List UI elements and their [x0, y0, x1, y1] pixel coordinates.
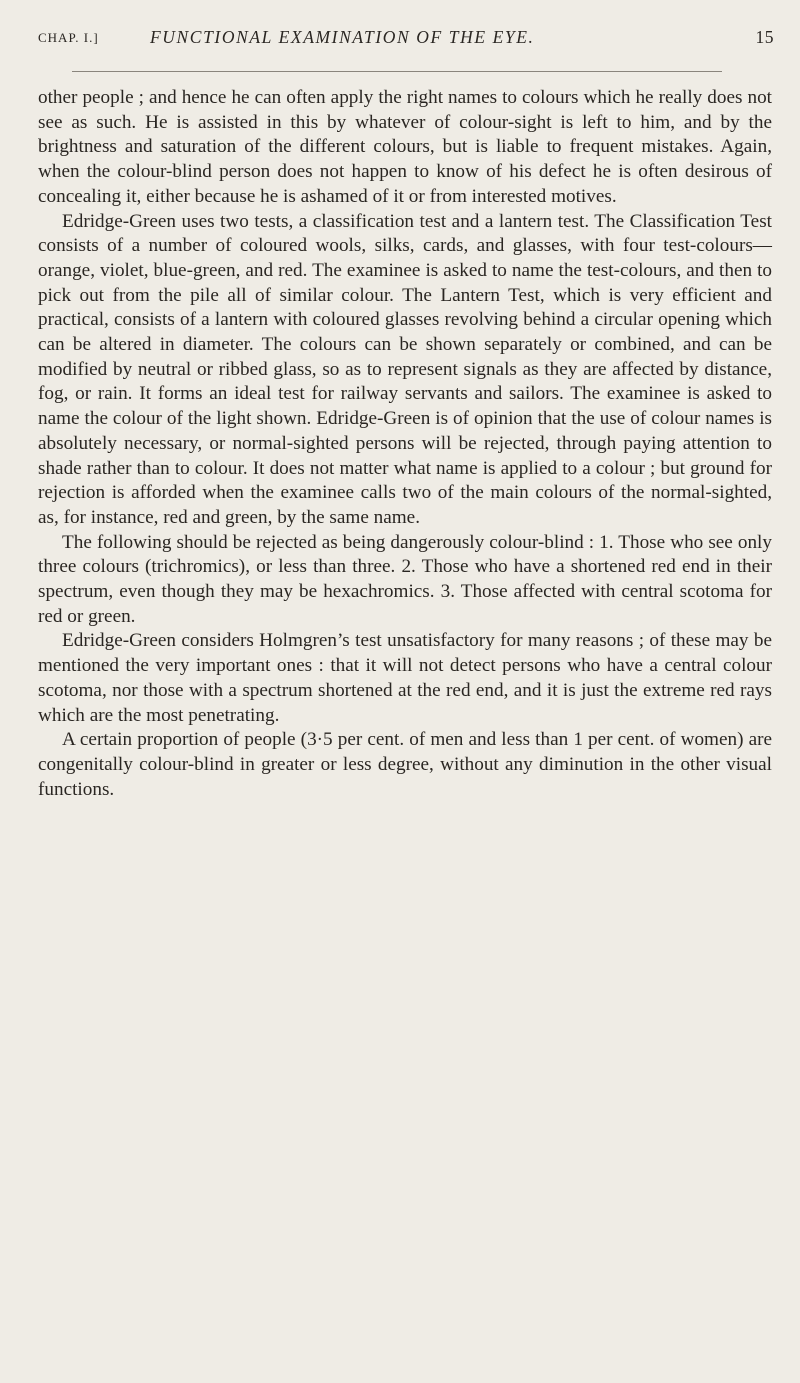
running-head: [38, 27, 774, 53]
paragraph-rejection-criteria: The following should be rejected as being dangerously colour-blind : 1. Those who see only three colours (trichromics), or less than three. 2. Those who have a shortened red end in their spectrum, even though they may be hexachromics. 3. Those affected with central scotoma for red or green.: [38, 531, 772, 627]
chapter-label: CHAP. I.]: [38, 30, 99, 45]
body-text: [38, 86, 772, 802]
paragraph-holmgren-test: Edridge-Green considers Holmgren’s test unsatisfactory for many reasons ; of these may be mentioned the very important ones : that it will not detect persons who have a central colour scotoma, nor those with a spectrum shortened at the red end, and it is just the extreme red rays which are the most penetrating.: [38, 630, 772, 726]
paragraph-prevalence: A certain proportion of people (3·5 per cent. of men and less than 1 per cent. of women) are congenitally colour-blind in greater or less degree, without any diminution in the other visual functions.: [38, 729, 772, 800]
paragraph-continued: other people ; and hence he can often apply the right names to colours which he really does not see as such. He is assisted in this by whatever of colour-sight is left to him, and by the brightness and saturation of the different colours, but is liable to frequent mistakes. Again, when the colour-blind person does not happen to know of his defect he is often desirous of concealing it, either because he is ashamed of it or from interested motives.: [38, 87, 772, 207]
running-title: FUNCTIONAL EXAMINATION OF THE EYE.: [150, 27, 535, 47]
page-number: 15: [755, 27, 774, 47]
paragraph-edridge-green-tests: Edridge-Green uses two tests, a classification test and a lantern test. The Classification Test consists of a number of coloured wools, silks, cards, and glasses, with four test-colours—orange, violet, blue-green, and red. The examinee is asked to name the test-colours, and then to pick out from the pile all of similar colour. The Lantern Test, which is very efficient and practical, consists of a lantern with coloured glasses revolving behind a circular opening which can be altered in diameter. The colours can be shown separately or combined, and can be modified by neutral or ribbed glass, so as to represent signals as they are affected by distance, fog, or rain. It forms an ideal test for railway servants and sailors. The examinee is asked to name the colour of the light shown. Edridge-Green is of opinion that the use of colour names is absolutely necessary, or normal-sighted persons will be rejected, through paying attention to shade rather than to colour. It does not matter what name is applied to a colour ; but ground for rejection is afforded when the examinee calls two of the main colours of the normal-sighted, as, for instance, red and green, by the same name.: [38, 210, 772, 528]
header-rule: [72, 71, 722, 72]
